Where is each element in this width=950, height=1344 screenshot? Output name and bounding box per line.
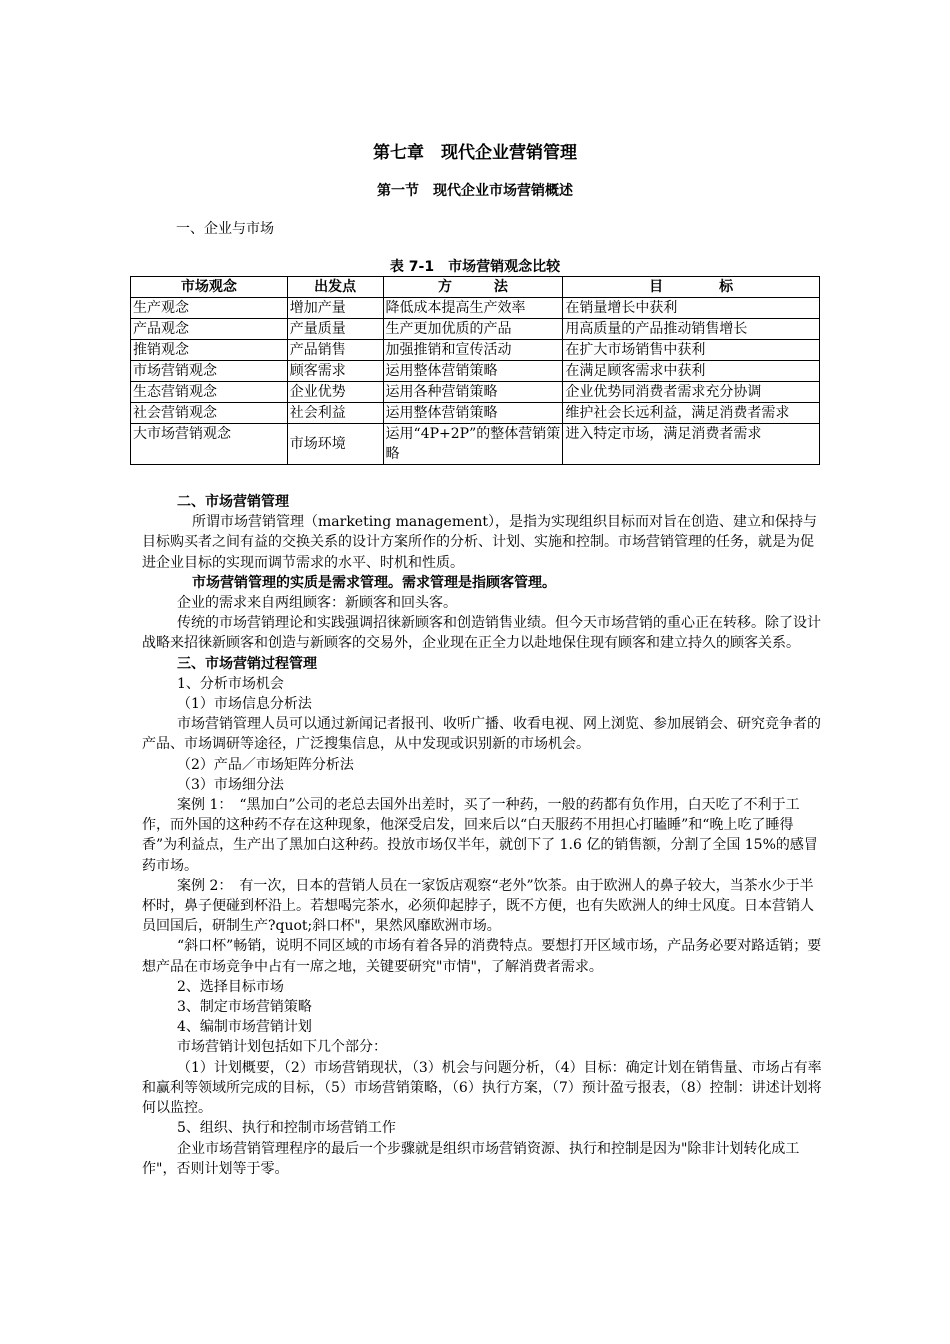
table-cell: 在满足顾客需求中获利 — [563, 361, 820, 382]
paragraph: （1）计划概要，（2）市场营销现状，（3）机会与问题分析，（4）目标：确定计划在销售量、市场占有率和赢利等领域所完成的目标，（5）市场营销策略，（6）执行方案，（7）预计盈亏报表，（8）控制：讲述计划将何以监控。 — [142, 1059, 822, 1117]
heading-process-management: 三、市场营销过程管理 — [177, 655, 317, 672]
table-cell: 用高质量的产品推动销售增长 — [563, 319, 820, 340]
marketing-concept-table — [130, 276, 820, 465]
paragraph: 传统的市场营销理论和实践强调招徕新顾客和创造销售业绩。但今天市场营销的重心正在转移。除了设计战略来招徕新顾客和创造与新顾客的交易外，企业现在正全力以赴地保住现有顾客和建立持久的顾客关系。 — [142, 615, 821, 652]
table-cell: 企业优势 — [287, 382, 383, 403]
table-row — [131, 361, 820, 382]
table-cell: 生产更加优质的产品 — [383, 319, 563, 340]
table-cell: 增加产量 — [287, 298, 383, 319]
table-cell: 在扩大市场销售中获利 — [563, 340, 820, 361]
table-row — [131, 298, 820, 319]
paragraph-emphasis: 市场营销管理的实质是需求管理。需求管理是指顾客管理。 — [192, 574, 556, 591]
paragraph: 市场营销计划包括如下几个部分： — [177, 1039, 387, 1056]
table-cell: 企业优势同消费者需求充分协调 — [563, 382, 820, 403]
table-cell: 运用整体营销策略 — [383, 361, 563, 382]
table-cell: 大市场营销观念 — [131, 424, 288, 465]
table-header-cell: 方 法 — [383, 277, 563, 298]
heading-enterprise-market: 一、企业与市场 — [176, 221, 274, 237]
table-cell: 降低成本提高生产效率 — [383, 298, 563, 319]
table-row — [131, 382, 820, 403]
list-item: 2、选择目标市场 — [177, 978, 284, 995]
table-cell: 运用整体营销策略 — [383, 403, 563, 424]
table-row — [131, 424, 820, 465]
list-item: （2）产品／市场矩阵分析法 — [177, 756, 354, 773]
table-cell: 推销观念 — [131, 340, 288, 361]
list-item: 1、分析市场机会 — [177, 675, 284, 692]
table-cell: 进入特定市场，满足消费者需求 — [563, 424, 820, 465]
table-cell: 在销量增长中获利 — [563, 298, 820, 319]
table-row — [131, 403, 820, 424]
table-cell: 顾客需求 — [287, 361, 383, 382]
section-title: 第一节 现代企业市场营销概述 — [377, 183, 573, 199]
table-cell: 产品销售 — [287, 340, 383, 361]
paragraph: 所谓市场营销管理（marketing management），是指为实现组织目标而对旨在创造、建立和保持与目标购买者之间有益的交换关系的设计方案所作的分析、计划、实施和控制。市场营销管理的任务，就是为促进企业目标的实现而调节需求的水平、时机和性质。 — [142, 514, 818, 571]
table-cell: 生产观念 — [131, 298, 288, 319]
table-cell: 生态营销观念 — [131, 382, 288, 403]
table-cell: 社会营销观念 — [131, 403, 288, 424]
table-cell: 社会利益 — [287, 403, 383, 424]
table-header-cell: 目 标 — [563, 277, 820, 298]
paragraph: “斜口杯”畅销，说明不同区域的市场有着各异的消费特点。要想打开区域市场，产品务必要对路适销；要想产品在市场竞争中占有一席之地，关键要研究"市情"，了解消费者需求。 — [142, 938, 822, 975]
list-item: （3）市场细分法 — [177, 776, 284, 793]
list-item: 4、编制市场营销计划 — [177, 1019, 312, 1036]
table-cell: 维护社会长远利益，满足消费者需求 — [563, 403, 820, 424]
case-paragraph: 案例 2： 有一次，日本的营销人员在一家饭店观察“老外”饮茶。由于欧洲人的鼻子较大，当茶水少于半杯时，鼻子便碰到杯沿上。若想喝完茶水，必须仰起脖子，既不方便，也有失欧洲人的绅士风度。日本营销人员回国后，研制生产?quot;斜口杯"，果然风靡欧洲市场。 — [142, 877, 814, 935]
case-paragraph: 案例 1： “黑加白”公司的老总去国外出差时，买了一种药，一般的药都有负作用，白天吃了不利于工作，而外国的这种药不存在这种现象，他深受启发，回来后以“白天服药不用担心打瞌睡”和“晚上吃了睡得香”为利益点，生产出了黑加白这种药。投放市场仅半年，就创下了 1.6 亿的销售额，分割了全国 15%的感冒药市场。 — [142, 797, 818, 874]
table-header-cell: 出发点 — [287, 277, 383, 298]
table-header-cell: 市场观念 — [131, 277, 288, 298]
body-text — [142, 492, 822, 1179]
list-item: 3、制定市场营销策略 — [177, 999, 312, 1016]
chapter-title: 第七章 现代企业营销管理 — [373, 143, 577, 163]
table-cell: 运用各种营销策略 — [383, 382, 563, 403]
list-item: （1）市场信息分析法 — [177, 696, 312, 713]
paragraph: 市场营销管理人员可以通过新闻记者报刊、收听广播、收看电视、网上浏览、参加展销会、研究竞争者的产品、市场调研等途径，广泛搜集信息，从中发现或识别新的市场机会。 — [142, 716, 821, 753]
table-cell: 产品观念 — [131, 319, 288, 340]
paragraph: 企业市场营销管理程序的最后一个步骤就是组织市场营销资源、执行和控制是因为"除非计划转化成工作"，否则计划等于零。 — [142, 1140, 800, 1177]
table-header-row — [131, 277, 820, 298]
table-cell: 产量质量 — [287, 319, 383, 340]
table-row — [131, 319, 820, 340]
table-cell: 市场营销观念 — [131, 361, 288, 382]
table-caption: 表 7-1 市场营销观念比较 — [389, 259, 561, 275]
list-item: 5、组织、执行和控制市场营销工作 — [177, 1120, 396, 1137]
table-cell: 运用“4P+2P”的整体营销策略 — [383, 424, 563, 465]
paragraph: 企业的需求来自两组顾客：新顾客和回头客。 — [177, 595, 457, 612]
table-row — [131, 340, 820, 361]
table-cell: 加强推销和宣传活动 — [383, 340, 563, 361]
heading-marketing-management: 二、市场营销管理 — [177, 494, 289, 510]
table-cell: 市场环境 — [287, 424, 383, 465]
